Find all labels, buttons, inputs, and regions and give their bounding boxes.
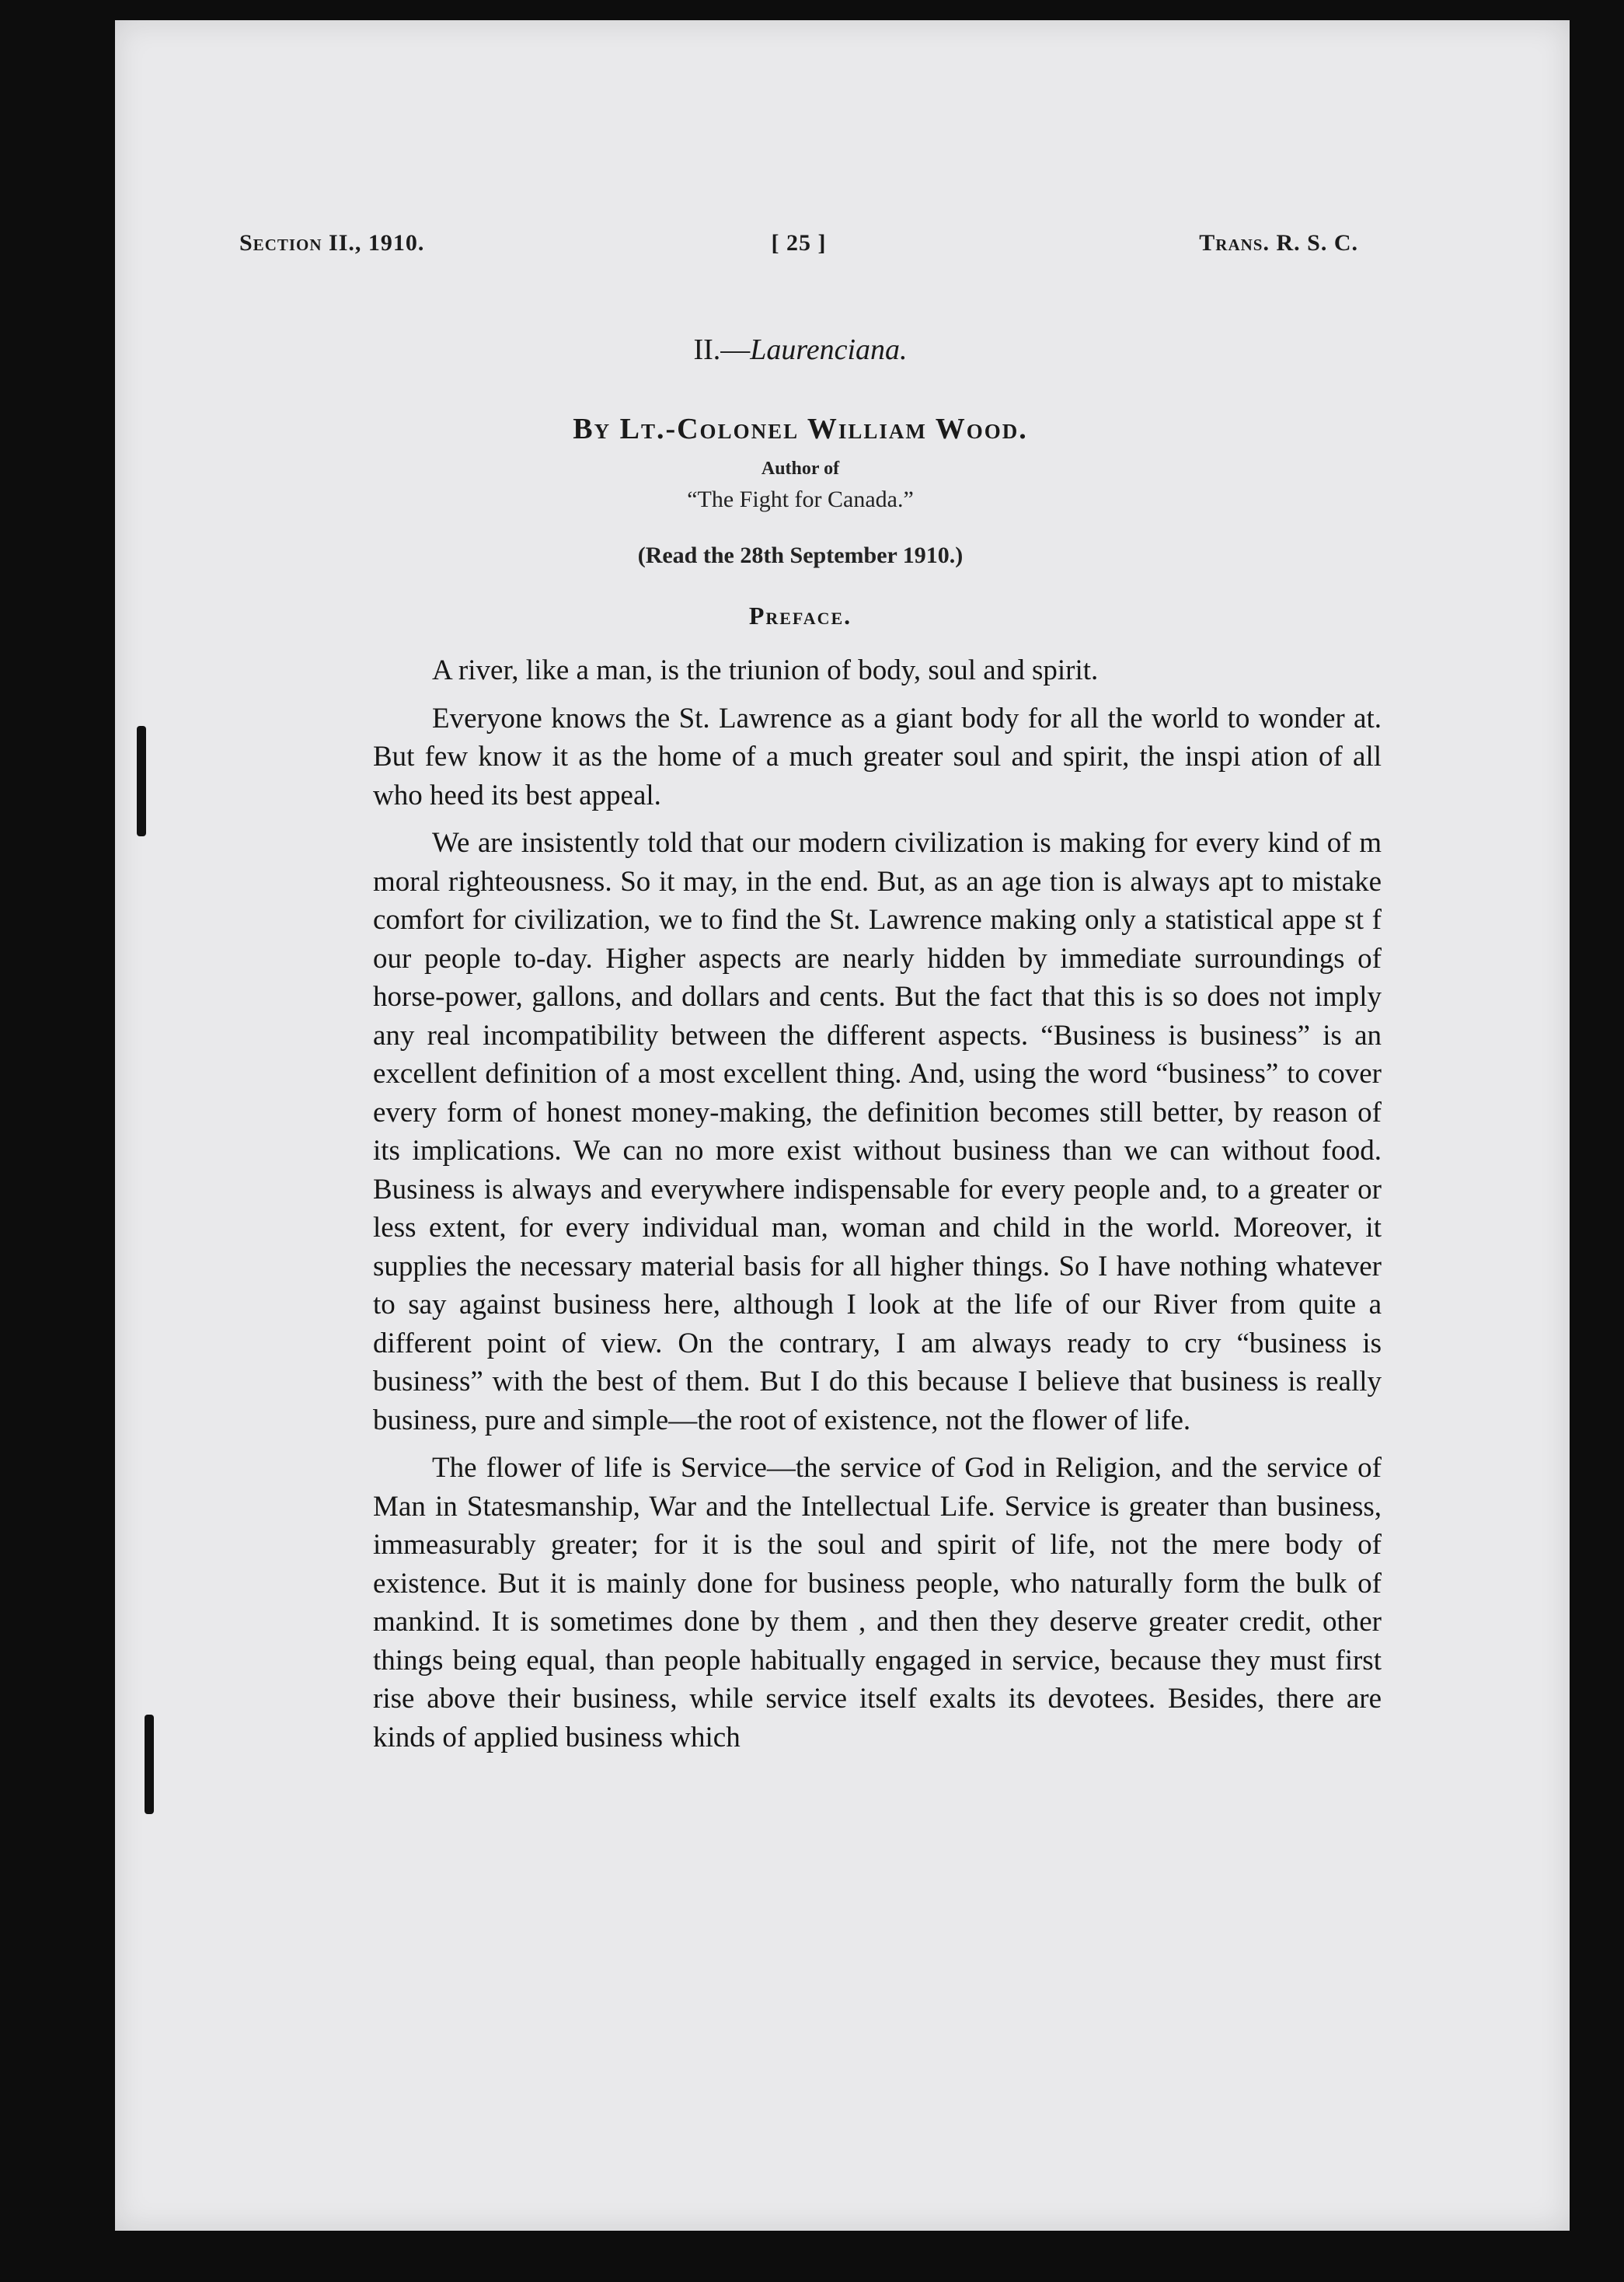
paragraph: Everyone knows the St. Lawrence as a giant body for all the world to wonder at. But few know it as the home of a much greater soul and spirit, the inspi ation of all who heed its best appeal. [373,702,1382,811]
paragraph: We are insistently told that our modern civilization is making for every kind of m moral righteousness. So it may, in the end. But, as an age tion is always apt to mistake comfort for civilization, we to find the St. Lawrence making only a statistical appe st f our people to-day. Higher aspects are nearly hidden by immediate surroundings of horse-power, gallons, and dollars and cents. But the fact that this is so does not imply any real incompatibility between the different aspects. “Business is business” is an excellent definition of a most excellent thing. And, using the word “business” to cover every form of honest money-making, the definition becomes still better, by reason of its implications. We can no more exist without business than we can without food. Business is always and everywhere indispensable for every people and, to a greater or less extent, for every individual man, woman and child in the world. Moreover, it supplies the necessary material basis for all higher things. So I have nothing whatever to say against business here, although I look at the life of our River from quite a different point of view. On the contrary, I am always ready to cry “business is business” with the best of them. But I do this because I believe that business is really business, pure and simple—the root of existence, not the flower of life. [373,827,1382,1436]
binding-mark-lower [145,1715,154,1814]
book-title: “The Fight for Canada.” [687,487,914,512]
header-section: Section II., 1910. [239,230,425,256]
author-of-label: Author of [761,459,840,479]
preface-heading: Preface. [748,602,852,630]
binding-mark-upper [137,726,146,836]
running-header [239,230,1358,269]
read-date-note: (Read the 28th September 1910.) [637,543,964,568]
body-text [373,651,1382,1766]
title-number: II.— [693,333,751,366]
page-number: [ 25 ] [771,230,827,256]
paragraph: A river, like a man, is the triunion of body, soul and spirit. [432,654,1099,686]
paragraph: The flower of life is Service—the service of God in Religion, and the service of Man in Statesmanship, War and the Intellectual Life. Service is greater than business, immeasurably greater; for it is the soul and spirit of life, not the mere body of existence. But it is mainly done for business people, who naturally form the bulk of mankind. It is sometimes done by them , and then they deserve greater credit, other things being equal, than people habitually engaged in service, because they must first rise above their business, while service itself exalts its devotees. Besides, there are kinds of applied business which [373,1452,1382,1753]
byline: By Lt.-Colonel William Wood. [573,413,1028,445]
header-journal: Trans. R. S. C. [1199,230,1358,256]
title-name: Laurenciana. [750,333,908,366]
article-title [233,333,1368,367]
